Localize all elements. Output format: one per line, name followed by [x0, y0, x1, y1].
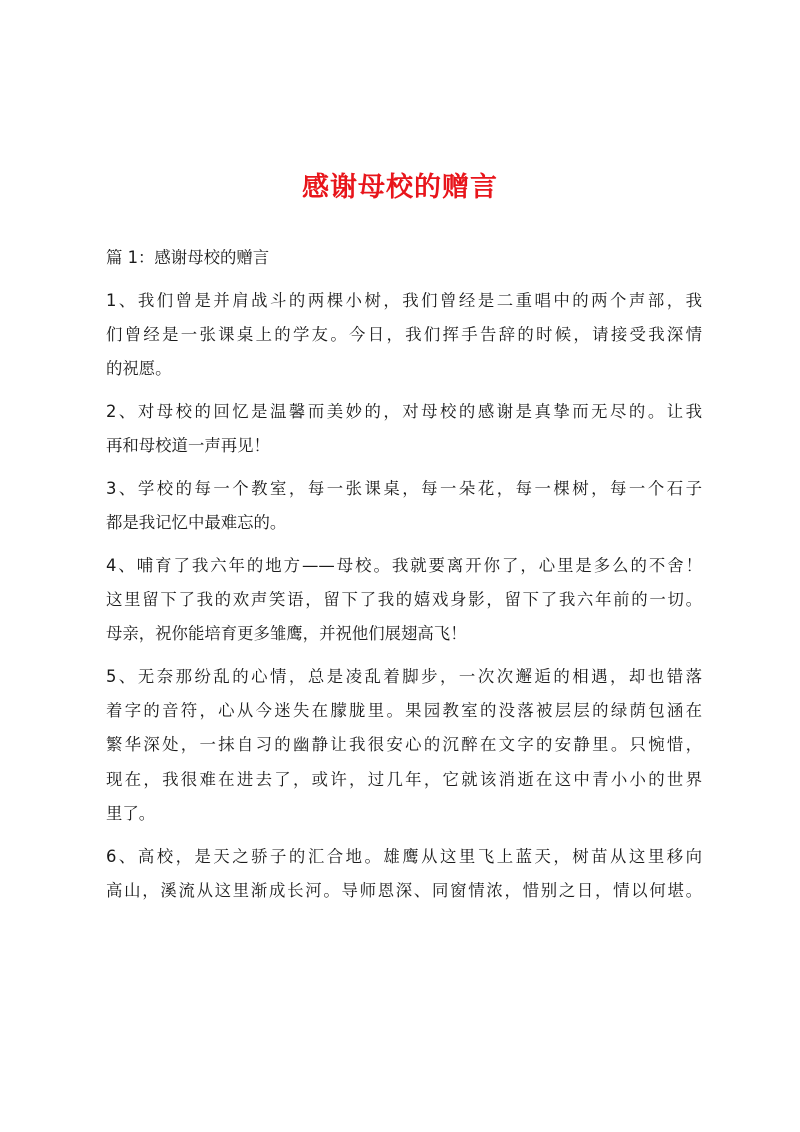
paragraph-line: 1、我们曾是并肩战斗的两棵小树，我们曾经是二重唱中的两个声部，我 [106, 290, 702, 310]
subtitle-paragraph [106, 241, 702, 275]
document-body [106, 241, 702, 917]
paragraph-line: 的祝愿。 [106, 359, 172, 379]
paragraph-line: 都是我记忆中最难忘的。 [106, 513, 287, 533]
paragraph-line: 母亲，祝你能培育更多雏鹰，并祝他们展翅高飞！ [106, 624, 467, 644]
document-title: 感谢母校的赠言 [302, 172, 498, 203]
paragraph-line: 高山，溪流从这里渐成长河。导师恩深、同窗情浓，惜别之日，情以何堪。 [106, 880, 702, 900]
paragraph-2 [106, 395, 702, 463]
paragraph-line: 着字的音符，心从今迷失在朦胧里。果园教室的没落被层层的绿荫包涵在 [106, 701, 702, 721]
paragraph-line: 再和母校道一声再见！ [106, 436, 270, 456]
paragraph-1 [106, 284, 702, 387]
paragraph-6 [106, 840, 702, 908]
paragraph-line: 们曾经是一张课桌上的学友。今日，我们挥手告辞的时候，请接受我深情 [106, 324, 702, 344]
paragraph-line: 5、无奈那纷乱的心情，总是凌乱着脚步，一次次邂逅的相遇，却也错落 [106, 667, 702, 687]
paragraph-5 [106, 660, 702, 831]
paragraph-line: 这里留下了我的欢声笑语，留下了我的嬉戏身影，留下了我六年前的一切。 [106, 590, 702, 610]
paragraph-line: 繁华深处，一抹自习的幽静让我很安心的沉醉在文字的安静里。只惋惜， [106, 735, 702, 755]
paragraph-line: 4、哺育了我六年的地方——母校。我就要离开你了，心里是多么的不舍！ [106, 555, 702, 575]
subtitle-line: 篇 1：感谢母校的赠言 [106, 248, 270, 267]
paragraph-3 [106, 472, 702, 540]
paragraph-line: 6、高校，是天之骄子的汇合地。雄鹰从这里飞上蓝天，树苗从这里移向 [106, 846, 702, 866]
paragraph-line: 里了。 [106, 803, 156, 823]
paragraph-line: 3、学校的每一个教室，每一张课桌，每一朵花，每一棵树，每一个石子 [106, 478, 702, 498]
paragraph-line: 2、对母校的回忆是温馨而美妙的，对母校的感谢是真挚而无尽的。让我 [106, 401, 702, 421]
paragraph-4 [106, 549, 702, 652]
paragraph-line: 现在，我很难在进去了，或许，过几年，它就该消逝在这中青小小的世界 [106, 769, 702, 789]
